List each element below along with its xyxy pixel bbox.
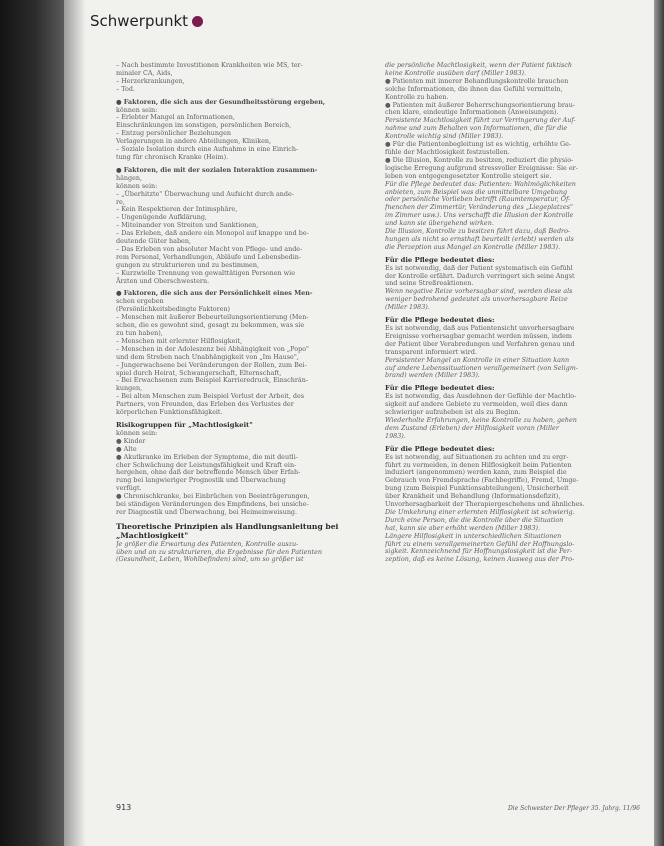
text-line: tung für chronisch Kranke (Heim).: [116, 152, 229, 161]
text-line: Wiederholte Erfahrungen, keine Kontrolle zu haben, gehen: [385, 415, 577, 424]
text-line: gungen zu strukturieren und zu bestimmen,: [116, 260, 259, 269]
text-line: – Nach bestimmte Investitionen Krankheiten wie MS, ter-: [116, 62, 303, 69]
text-line: Für die Pflege bedeutet dies:: [385, 384, 495, 393]
text-line: verfügt.: [116, 484, 142, 493]
bullet-dot-icon: [192, 16, 203, 27]
text-line: – Menschen mit erlernter Hilflosigkeit,: [116, 336, 243, 345]
text-line: – Das Erleben, daß andere ein Monopol auf knappe und be-: [116, 229, 309, 238]
text-line: Längere Hilflosigkeit in unterschiedlichen Situationen: [385, 531, 562, 540]
text-line: – Soziale Isolation durch eine Aufnahme in eine Einrich-: [116, 145, 299, 154]
book-spine-shadow: [0, 0, 64, 846]
text-line: – Herzerkrankungen,: [116, 76, 185, 85]
text-line: schwieriger aufzuheben ist als zu Beginn.: [385, 408, 521, 417]
text-line: ● Faktoren, die mit der sozialen Interaktion zusammen-: [116, 165, 318, 174]
text-line: Ereignisse vorhersagbar gemacht werden müssen, indem: [385, 331, 572, 340]
text-line: ● Faktoren, die sich aus der Persönlichkeit eines Men-: [116, 289, 313, 298]
page-number: 913: [116, 803, 132, 812]
text-line: nahme und zum Behalten von Informationen, die für die: [385, 124, 568, 133]
text-line: dem Zustand (Erleben) der Hilflosigkeit voran (Miller: [385, 423, 559, 432]
text-line: Die Umkehrung einer erlernten Hilflosigkeit ist schwierig.: [385, 507, 575, 516]
text-line: Gebrauch von Fremdsprache (Fachbegriffe), Fremd, Umge-: [385, 476, 579, 485]
text-line: die persönliche Machtlosigkeit, wenn der Patient faktisch: [385, 62, 573, 69]
text-line: ● Faktoren, die sich aus der Gesundheitsstörung ergeben,: [116, 97, 326, 106]
text-line: können sein:: [116, 105, 158, 114]
text-line: sigkeit auf andere Gebiete zu vermeiden, weil dies dann: [385, 400, 568, 409]
text-line: solche Informationen, die ihnen das Gefühl vermitteln,: [385, 84, 563, 93]
text-line: hungen als nicht so ernsthaft beurteilt (erlebt) werden als: [385, 234, 574, 243]
text-line: chen klare, eindeutige Informationen (Anweisungen).: [385, 108, 559, 117]
text-line: transparent informiert wird.: [385, 347, 477, 356]
text-line: im Zimmer usw.). Uns verschafft die Illusion der Kontrolle: [385, 211, 574, 220]
text-line: (Gesundheit, Leben, Wohlbefinden) sind, um so größer ist: [116, 555, 304, 564]
text-line: auf andere Lebenssituationen verallgemeinert (von Seligm-: [385, 363, 578, 372]
text-line: – Kein Respektieren der Intimsphäre,: [116, 205, 238, 214]
text-line: können sein:: [116, 181, 158, 190]
text-line: Einschränkungen im sonstigen, persönlichen Bereich,: [116, 121, 292, 130]
text-line: ● Kinder: [116, 436, 146, 445]
text-line: Theoretische Prinzipien als Handlungsanleitung bei: [116, 521, 339, 531]
text-line: körperlichen Funktionsfähigkeit.: [116, 408, 223, 417]
text-line: Verlagerungen in andere Abteilungen, Kliniken,: [116, 137, 272, 146]
text-line: und kann sie übergehend wirken.: [385, 219, 494, 228]
text-line: schen, die es gewohnt sind, gesagt zu bekommen, was sie: [116, 321, 305, 330]
text-line: – Ungenügende Aufklärung,: [116, 213, 207, 222]
text-line: Durch eine Person, die die Kontrolle über die Situation: [385, 515, 564, 524]
text-line: – Entzug persönlicher Beziehungen: [116, 129, 232, 138]
text-line: – Das Erleben von absoluter Macht von Pflege- und ande-: [116, 244, 303, 253]
text-line: keine Kontrolle ausüben darf (Miller 1983).: [385, 68, 527, 77]
text-line: und seine Streßreaktionen.: [385, 279, 474, 288]
text-line: hängen,: [116, 173, 143, 182]
text-line: Wenn negative Reize vorhersagbar sind, werden diese als: [385, 287, 573, 296]
text-line: Es ist notwendig, auf Situationen zu achten und zu ergr-: [385, 452, 569, 461]
text-line: ● Akutkranke im Erleben der Symptome, die mit deutli-: [116, 452, 298, 461]
text-line: Für die Pflege bedeutet dies:: [385, 444, 495, 453]
text-line: Für die Pflege bedeutet das: Patienten: Wahlmöglichkeiten: [385, 179, 576, 188]
text-line: zu tun haben),: [116, 329, 163, 337]
text-line: – Tod.: [116, 84, 135, 93]
journal-footer: Die Schwester Der Pfleger 35. Jahrg. 11/96: [507, 805, 640, 812]
text-line: üben und an zu strukturieren, die Ergebnisse für den Patienten: [116, 547, 322, 556]
text-line: leben von entgegengesetzter Kontrolle steigert sie.: [385, 171, 552, 180]
text-line: schen ergeben: [116, 297, 164, 306]
text-line: der Kontrolle erfährt. Dadurch verringert sich seine Angst: [385, 271, 575, 280]
text-line: Persistente Machtlosigkeit führt zur Verringerung der Auf-: [385, 116, 576, 125]
text-line: – Miteinander von Streiten und Sanktionen,: [116, 221, 259, 230]
text-line: Für die Pflege bedeutet dies:: [385, 255, 495, 264]
text-line: Die Illusion, Kontrolle zu besitzen führt dazu, daß Bedro-: [385, 227, 571, 236]
text-line: fnenchen der Zimmertür, Veränderung des „Liegeplatzes": [385, 203, 573, 212]
text-line: weniger bedrohend gedeutet als unvorhersagbare Reize: [385, 295, 568, 304]
text-line: – Bei alten Menschen zum Beispiel Verlust der Arbeit, des: [116, 392, 305, 401]
text-line: – Menschen mit äußerer Bebeurteilungsorientierung (Men-: [116, 313, 309, 322]
text-line: Es ist notwendig, daß aus Patientensicht unvorhersagbare: [385, 324, 575, 332]
text-line: Kontrolle zu haben.: [385, 92, 449, 101]
section-header: [90, 12, 203, 30]
text-line: – Jungerwachsene bei Veränderungen der Rollen, zum Bei-: [116, 360, 307, 369]
text-line: – Bei Erwachsenen zum Beispiel Karrieredruck, Einschrän-: [116, 376, 309, 385]
text-line: ● Die Illusion, Kontrolle zu besitzen, reduziert die physio-: [385, 155, 574, 164]
text-line: bei ständigen Veränderungen des Empfindens, bei unsiche-: [116, 500, 309, 509]
text-line: führt zu einem verallgemeinerten Gefühl der Hoffnungslo-: [385, 539, 575, 548]
text-line: Risikogruppen für „Machtlosigkeit": [116, 420, 253, 429]
text-line: über Krankheit und Behandlung (Informationsdefizit),: [385, 492, 561, 501]
text-line: ● Patienten mit innerer Behandlungskontrolle brauchen: [385, 76, 569, 85]
text-line: anbieten, zum Beispiel was die unmittelbare Umgebung: [385, 187, 568, 196]
text-line: (Persönlichkeitsbedingte Faktoren): [116, 305, 231, 314]
text-line: fühle der Machtlosigkeit festzustellen.: [385, 147, 510, 156]
text-line: Je größer die Erwartung des Patienten, Kontrolle auszu-: [116, 539, 299, 548]
text-line: und dem Streben nach Unabhängigkeit von „Im Hause",: [116, 352, 299, 361]
text-line: induziert (angenommen) werden kann, zum Beispiel die: [385, 468, 567, 477]
text-line: (Miller 1983).: [385, 303, 430, 312]
text-line: Ärzten und Oberschwestern.: [116, 276, 210, 285]
text-line: rem Personal, Verhandlungen, Abläufe und Lebensbedin-: [116, 252, 302, 261]
text-line: brand) werden (Miller 1983).: [385, 371, 480, 380]
text-line: sigkeit. Kennzeichnend für Hoffnungslosigkeit ist die Per-: [385, 547, 573, 556]
text-line: „Machtlosigkeit": [116, 531, 189, 541]
text-line: Kontrolle wichtig sind (Miller 1983).: [385, 132, 504, 141]
text-line: können sein:: [116, 428, 158, 437]
text-line: Partners, von Freunden, das Erleben des Verlustes der: [116, 400, 294, 409]
text-line: spiel durch Heirat, Schwangerschaft, Elternschaft,: [116, 368, 282, 377]
text-line: zeption, daß es keine Lösung, keinen Ausweg aus der Pro-: [385, 555, 575, 564]
text-line: ● Patienten mit äußerer Beherrschungsorientierung brau-: [385, 100, 575, 109]
text-line: rung bei langwieriger Prognostik und Überwachung: [116, 476, 286, 485]
text-line: 1983).: [385, 431, 406, 440]
text-line: re,: [116, 197, 125, 206]
text-line: hat, kann sie aber erhöht werden (Miller 1983).: [385, 523, 541, 532]
text-line: – Kurzwielle Trennung von gewalttätigen Personen wie: [116, 268, 295, 277]
text-line: hergehen, ohne daß der betreffende Mensch über Erfah-: [116, 468, 301, 477]
left-text-column: [116, 62, 363, 782]
page-edge: [654, 0, 664, 846]
text-line: – Erlebter Mangel an Informationen,: [116, 113, 235, 122]
text-line: bung (zum Beispiel Funktionsabteilungen), Unsicherheit: [385, 484, 569, 493]
text-line: minaler CA, Aids,: [116, 68, 173, 77]
text-line: Persistenter Mangel an Kontrolle in einer Situation kann: [385, 355, 570, 364]
right-text-column: [385, 62, 637, 782]
text-line: Es ist notwendig, daß der Patient systematisch ein Gefühl: [385, 263, 573, 272]
text-line: – „Überhitzte" Überwachung und Aufsicht durch ande-: [116, 189, 294, 198]
text-line: Es ist notwendig, das Ausdehnen der Gefühle der Machtlo-: [385, 392, 577, 401]
text-line: die Perzeption aus Mangel an Kontrolle (Miller 1983).: [385, 242, 561, 251]
section-title: Schwerpunkt: [90, 12, 189, 30]
text-line: ● Alte: [116, 444, 137, 453]
text-line: deutende Güter haben,: [116, 237, 191, 246]
text-line: Unvorhersagbarkeit der Therapiergeschehens und ähnliches.: [385, 500, 585, 509]
text-line: führt zu vermeiden, in denen Hilflosigkeit beim Patienten: [385, 460, 572, 469]
text-line: – Menschen in der Adoleszenz bei Abhängigkeit von „Popo": [116, 344, 309, 353]
text-line: ● Chronischkranke, bei Einbrüchen von Beeinträgerungen,: [116, 492, 310, 501]
text-line: logische Erregung aufgrund stressvoller Ereignisse: Sie er-: [385, 163, 578, 172]
text-line: der Patient über Verabredungen und Verfahren genau und: [385, 339, 575, 348]
text-line: ● Für die Patientenbegleitung ist es wichtig, erhöhte Ge-: [385, 140, 572, 149]
text-line: rer Diagnostik und Überwachung, bei Heimeinweisung.: [116, 507, 298, 516]
book-page: [64, 0, 654, 846]
text-line: kungen,: [116, 384, 143, 393]
text-line: Für die Pflege bedeutet dies:: [385, 316, 495, 325]
text-line: cher Schwächung der Leistungsfähigkeit und Kraft ein-: [116, 460, 297, 469]
text-line: oder persönliche Vorlieben betrifft (Raumtemperatur, Öf-: [385, 195, 571, 204]
